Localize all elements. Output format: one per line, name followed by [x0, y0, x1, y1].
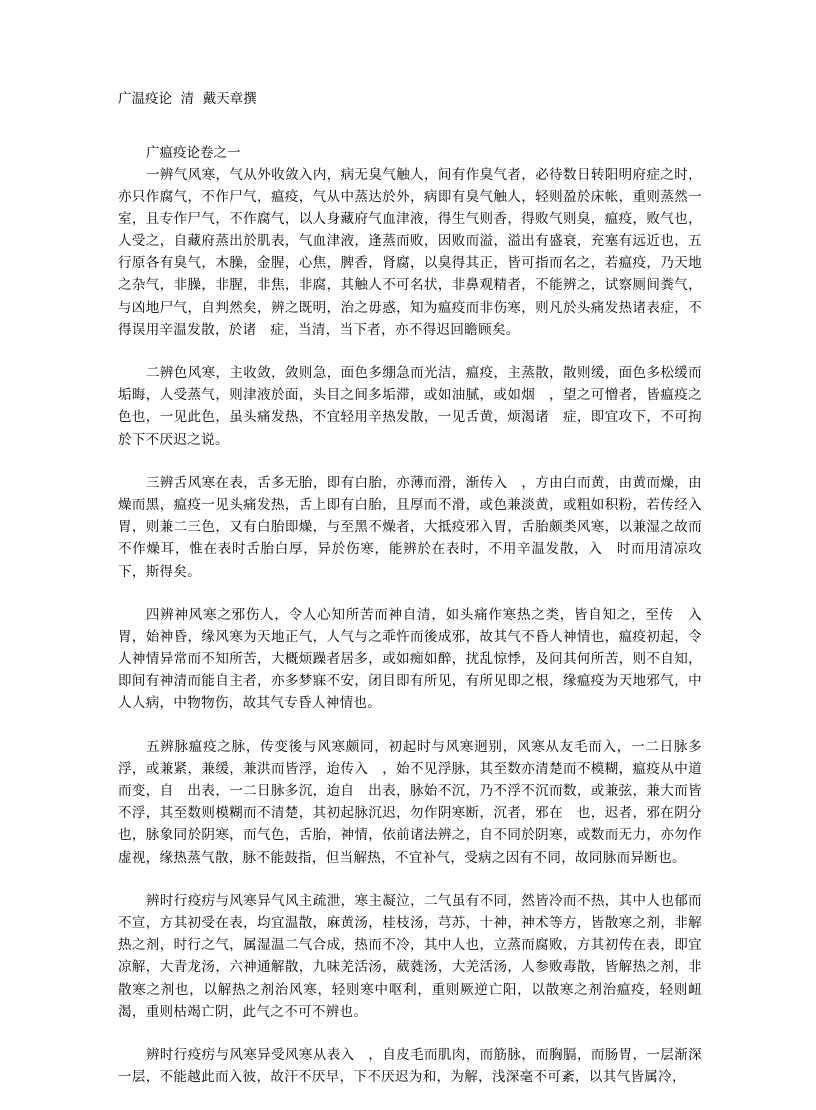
document-title: 广温疫论 清 戴天章撰	[118, 91, 257, 107]
paragraph-5: 五辨脉瘟疫之脉，传变後与风寒颇同，初起时与风寒迥别，风寒从友毛而入，一二日脉多浮，或兼紧，兼缓，兼洪而皆浮，迨传入 ，始不见浮脉，其至数亦清楚而不模糊，瘟疫从中道而变，自 出表，一二日脉多沉，迨自 出表，脉始不沉，乃不浮不沉而数，或兼弦，兼大而皆不浮，其至数则模糊而不清楚，其初起脉沉迟，勿作阴寒断，沉者，邪在 也，迟者，邪在阴分也，脉象同於阴寒，而气色，舌胎，神情，依前诸法辨之，自不同於阴寒，或数而无力，亦勿作虚视，缘热蒸气散，脉不能鼓指，但当解热，不宜补气，受病之因有不同，故同脉而异断也。	[118, 739, 702, 866]
paragraph-6: 辨时行疫疠与风寒异气风主疏泄，寒主凝泣，二气虽有不同，然皆冷而不热，其中人也郁而不宣，方其初受在表，均宜温散，麻黄汤，桂枝汤，芎苏，十神，神术等方，皆散寒之剂，非解热之剂，时行之气，属湿温二气合成，热而不冷，其中人也，立蒸而腐败，方其初传在表，即宜凉解，大青龙汤，六神通解散，九味羌活汤，葳蕤汤，大羌活汤，人参败毒散，皆解热之剂，非散寒之剂也，以解热之剂治风寒，轻则寒中呕利，重则厥逆亡阳，以散寒之剂治瘟疫，轻则衄渴，重则枯竭亡阴，此气之不可不辨也。	[118, 893, 702, 1020]
paragraph-7: 辨时行疫疠与风寒异受风寒从表入 ，自皮毛而肌肉，而筋脉，而胸膈，而肠胃，一层渐深一层，不能越此而入彼，故汗不厌早，下不厌迟为和，为解，浅深毫不可紊，以其气皆属冷，	[118, 1047, 702, 1086]
paragraph-4: 四辨神风寒之邪伤人，令人心知所苦而神自清，如头痛作寒热之类，皆自知之，至传 入胃，始神昏，缘风寒为天地正气，人气与之乖忤而後成邪，故其气不昏人神情也，瘟疫初起，令人神情异常而不知所苦，大概烦躁者居多，或如痴如醉，扰乱惊悸，及问其何所苦，则不自知，即间有神清而能自主者，亦多梦寐不安，闭目即有所见，有所见即之根，缘瘟疫为天地邪气，中人人病，中物物伤，故其气专昏人神情也。	[118, 607, 702, 712]
paragraph-2: 二辨色风寒，主收敛，敛则急，面色多绷急而光洁，瘟疫，主蒸散，散则缓，面色多松缓而垢晦，人受蒸气，则津液於面，头目之间多垢滞，或如油腻，或如烟 ，望之可憎者，皆瘟疫之色也，一见此色，虽头痛发热，不宜轻用辛热发散，一见舌黄，烦渴诸 症，即宜攻下，不可拘於下不厌迟之说。	[118, 365, 702, 448]
section-title: 广瘟疫论卷之一	[146, 145, 241, 161]
document-page	[118, 88, 702, 1110]
paragraph-3: 三辨舌风寒在表，舌多无胎，即有白胎，亦薄而滑，渐传入 ，方由白而黄，由黄而燥，由燥而黑，瘟疫一见头痛发热，舌上即有白胎，且厚而不滑，或色兼淡黄，或粗如积粉，若传经入胃，则兼二三色，又有白胎即燥，与至黑不燥者，大抵疫邪入胃，舌胎颇类风寒，以兼湿之故而不作燥耳，惟在表时舌胎白厚，异於伤寒，能辨於在表时，不用辛温发散，入 时而用清凉攻下，斯得矣。	[118, 475, 702, 580]
paragraph-1: 一辨气风寒，气从外收敛入内，病无臭气触人，间有作臭气者，必待数日转阳明府症之时，亦只作腐气，不作尸气，瘟疫，气从中蒸达於外，病即有臭气触人，轻则盈於床帐，重则蒸然一室，且专作尸气，不作腐气，以人身藏府气血津液，得生气则香，得败气则臭，瘟疫，败气也，人受之，自藏府蒸出於肌表，气血津液，逢蒸而败，因败而溢，溢出有盛衰，充塞有远近也，五行原各有臭气，木臊，金腥，心焦，脾香，肾腐，以臭得其正，皆可指而名之，若瘟疫，乃天地之杂气，非臊，非腥，非焦，非腐，其触人不可名状，非鼻观精者，不能辨之，试察厕间粪气，与凶地尸气，自判然矣，辨之既明，治之毋惑，知为瘟疫而非伤寒，则凡於头痛发热诸表症，不得误用辛温发散，於诸 症，当清，当下者，亦不得迟回瞻顾矣。	[118, 167, 702, 338]
